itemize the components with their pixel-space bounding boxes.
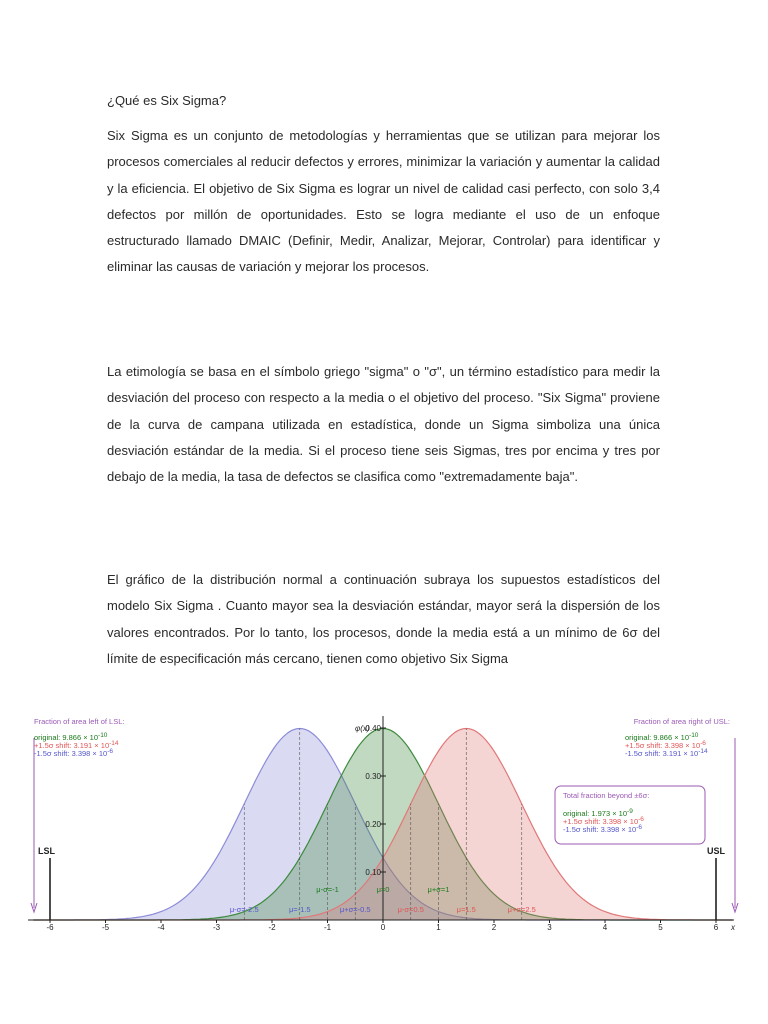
x-tick-label: 2 xyxy=(491,923,497,932)
left-panel-row: original: 9.866 × 10-10 xyxy=(34,732,108,742)
y-tick-label: 0.30 xyxy=(365,772,381,781)
right-panel-header: Fraction of area right of USL: xyxy=(633,717,730,726)
annotation-1: μ=0 xyxy=(376,885,390,894)
annotation-4: μ=-1.5 xyxy=(288,905,311,914)
x-tick-label: 4 xyxy=(602,923,608,932)
page-title: ¿Qué es Six Sigma? xyxy=(107,93,227,108)
y-axis-label: φ(x) xyxy=(355,724,370,733)
x-tick-label: -6 xyxy=(46,923,54,932)
annotation-6: μ-σ=0.5 xyxy=(397,905,424,914)
annotation-5: μ+σ=-0.5 xyxy=(339,905,371,914)
x-tick-label: -3 xyxy=(212,923,221,932)
paragraph-etymology: La etimología se basa en el símbolo griego "sigma" o "σ", un término estadístico para medir la desviación del proceso con respecto a la media o el objetivo del proceso. "Six Sigma" proviene de la curva de campana utilizada en estadística, donde un Sigma simboliza una única desviación estándar de la media. Si el proceso tiene seis Sigmas, tres por encima y tres por debajo de la media, la tasa de defectos se clasifica como "extremadamente baja". xyxy=(107,364,660,485)
total-fraction-title: Total fraction beyond ±6σ: xyxy=(563,791,650,800)
x-tick-label: 6 xyxy=(713,923,719,932)
y-tick-label: 0.40 xyxy=(365,724,381,733)
y-tick-label: 0.10 xyxy=(365,868,381,877)
x-tick-label: -2 xyxy=(268,923,276,932)
left-panel-header: Fraction of area left of LSL: xyxy=(34,717,125,726)
annotation-8: μ+σ=2.5 xyxy=(507,905,536,914)
x-axis-label: x xyxy=(731,923,735,932)
paragraph-normal-distribution: El gráfico de la distribución normal a continuación subraya los supuestos estadísticos del modelo Six Sigma . Cuanto mayor sea la desviación estándar, mayor será la dispersión de los valores encontrados. Por lo tanto, los procesos, donde la media está a un mínimo de 6σ del límite de especificación más cercano, tienen como objetivo Six Sigma xyxy=(107,572,660,666)
lsl-label: LSL xyxy=(38,846,55,856)
annotation-0: μ-σ=-1 xyxy=(316,885,339,894)
annotation-3: μ-σ=-2.5 xyxy=(229,905,259,914)
paragraph-definition: Six Sigma es un conjunto de metodologías y herramientas que se utilizan para mejorar los procesos comerciales al reducir defectos y errores, minimizar la variación y aumentar la calidad y la eficiencia. El objetivo de Six Sigma es lograr un nivel de calidad casi perfecto, con solo 3,4 defectos por millón de oportunidades. Esto se logra mediante el uso de un enfoque estructurado llamado DMAIC (Definir, Medir, Analizar, Mejorar, Controlar) para identificar y eliminar las causas de variación y mejorar los procesos. xyxy=(107,128,660,275)
left-panel-row: +1.5σ shift: 3.191 × 10-14 xyxy=(34,740,119,750)
y-tick-label: 0.20 xyxy=(365,820,381,829)
total-fraction-row: original: 1.973 × 10-9 xyxy=(563,808,633,818)
right-panel-row: original: 9.866 × 10-10 xyxy=(625,732,699,742)
annotation-7: μ=1.5 xyxy=(456,905,476,914)
total-fraction-row: +1.5σ shift: 3.398 × 10-6 xyxy=(563,816,644,826)
left-panel-row: -1.5σ shift: 3.398 × 10-6 xyxy=(34,748,114,758)
x-tick-label: 0 xyxy=(380,923,386,932)
x-tick-label: 1 xyxy=(436,923,441,932)
usl-label: USL xyxy=(707,846,725,856)
annotation-2: μ+σ=1 xyxy=(427,885,450,894)
total-fraction-row: -1.5σ shift: 3.398 × 10-6 xyxy=(563,824,643,834)
x-tick-label: -4 xyxy=(157,923,165,932)
x-tick-label: -1 xyxy=(323,923,332,932)
x-tick-label: -5 xyxy=(101,923,110,932)
normal-distribution-chart xyxy=(28,708,742,934)
x-tick-label: 5 xyxy=(658,923,663,932)
x-tick-label: 3 xyxy=(547,923,552,932)
right-panel-row: +1.5σ shift: 3.398 × 10-6 xyxy=(625,740,706,750)
right-panel-row: -1.5σ shift: 3.191 × 10-14 xyxy=(625,748,708,758)
